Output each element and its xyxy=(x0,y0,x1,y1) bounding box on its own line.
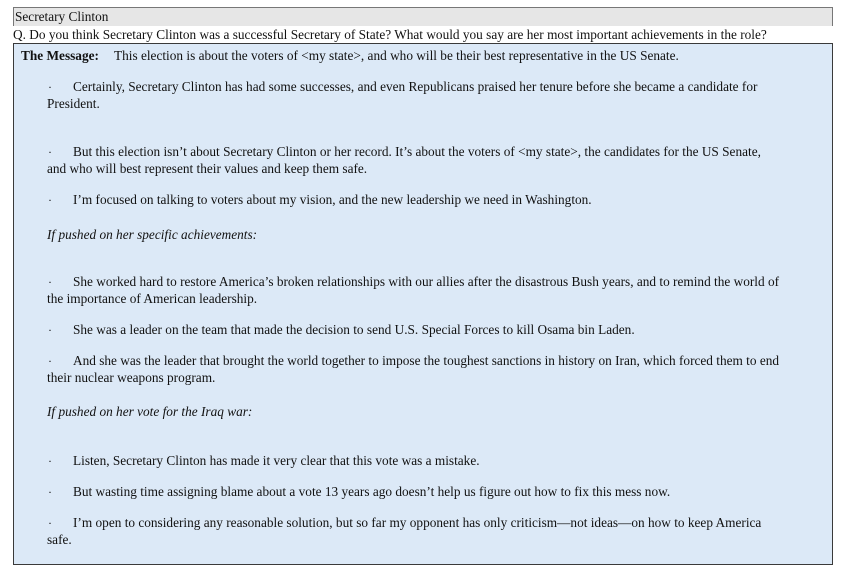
bullet-text: I’m focused on talking to voters about my vision, and the new leadership we need in Washington. xyxy=(73,192,592,207)
bullet-text: Certainly, Secretary Clinton has had some successes, and even Republicans praised her tenure before she became a candidate for xyxy=(73,79,758,94)
iraq-heading: If pushed on her vote for the Iraq war: xyxy=(47,404,253,419)
bullet-icon: · xyxy=(48,275,52,289)
bullet-text: I’m open to considering any reasonable solution, but so far my opponent has only criticism—not ideas—on how to keep America xyxy=(73,515,762,530)
bullet-text: And she was the leader that brought the world together to impose the toughest sanctions in history on Iran, which forced them to end xyxy=(73,353,780,368)
bullet-icon: · xyxy=(48,354,52,368)
bullet-icon: · xyxy=(48,516,52,530)
bullet-text-cont: the importance of American leadership. xyxy=(47,291,258,306)
bullet-icon: · xyxy=(48,80,52,94)
message-box xyxy=(13,43,833,565)
bullet-text-cont: their nuclear weapons program. xyxy=(47,370,216,385)
bullet-text: She worked hard to restore America’s broken relationships with our allies after the disastrous Bush years, and to remind the world of xyxy=(73,274,780,289)
message-label: The Message: xyxy=(21,48,99,63)
bullet-text: But this election isn’t about Secretary Clinton or her record. It’s about the voters of <my state>, the candidates for the US Senate, xyxy=(73,144,761,159)
bullet-text-cont: safe. xyxy=(47,532,72,547)
bullet-text: She was a leader on the team that made the decision to send U.S. Special Forces to kill Osama bin Laden. xyxy=(73,322,635,337)
header-bar xyxy=(13,7,833,26)
bullet-icon: · xyxy=(48,323,52,337)
message-text: This election is about the voters of <my state>, and who will be their best representative in the US Senate. xyxy=(114,48,679,63)
bullet-text-cont: and who will best represent their values and keep them safe. xyxy=(47,161,368,176)
bullet-text-cont: President. xyxy=(47,96,100,111)
header-title: Secretary Clinton xyxy=(15,9,109,24)
bullet-text: But wasting time assigning blame about a vote 13 years ago doesn’t help us figure out how to fix this mess now. xyxy=(73,484,671,499)
bullet-icon: · xyxy=(48,485,52,499)
bullet-icon: · xyxy=(48,145,52,159)
question-text: Q. Do you think Secretary Clinton was a successful Secretary of State? What would you say are her most important achievements in the role? xyxy=(13,27,767,42)
bullet-icon: · xyxy=(48,454,52,468)
achievements-heading: If pushed on her specific achievements: xyxy=(47,227,258,242)
bullet-text: Listen, Secretary Clinton has made it very clear that this vote was a mistake. xyxy=(73,453,480,468)
bullet-icon: · xyxy=(48,193,52,207)
